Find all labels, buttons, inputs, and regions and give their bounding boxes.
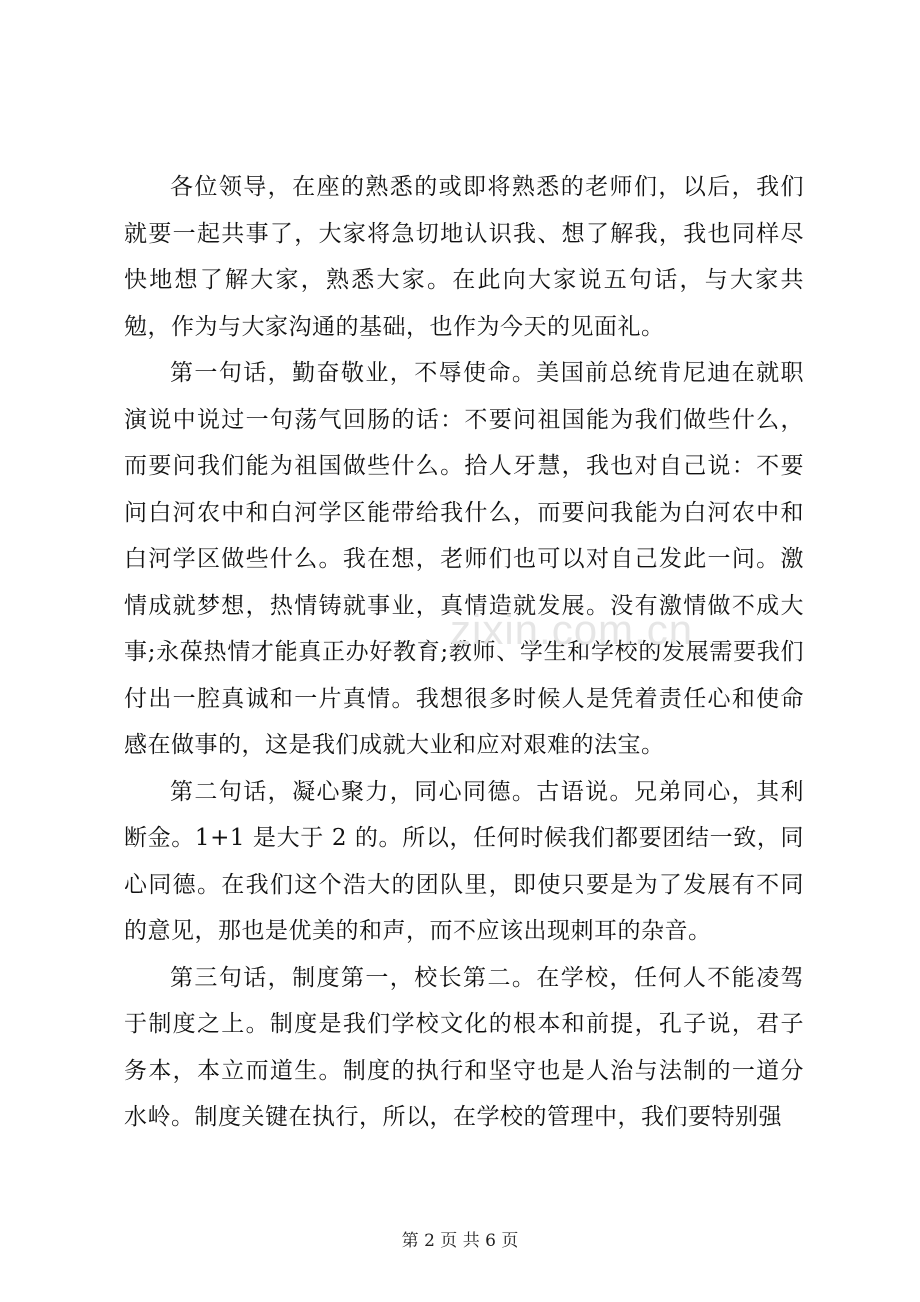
watermark: zixin.com.cn bbox=[450, 606, 694, 653]
paragraph-third-point: 第三句话，制度第一，校长第二。在学校，任何人不能凌驾于制度之上。制度是我们学校文化的根本和前提，孔子说，君子务本，本立而道生。制度的执行和坚守也是人治与法制的一道分水岭。制度关键在执行，所以，在学校的管理中，我们要特别强 bbox=[124, 964, 804, 1130]
paragraph-second-point: 第二句话，凝心聚力，同心同德。古语说。兄弟同心，其利断金。1+1 是大于 2 的。所以，任何时候我们都要团结一致，同心同德。在我们这个浩大的团队里，即使只要是为了发展有不同的意见，那也是优美的和声，而不应该出现刺耳的杂音。 bbox=[124, 778, 804, 944]
paragraph-first-point: 第一句话，勤奋敬业，不辱使命。美国前总统肯尼迪在就职演说中说过一句荡气回肠的话：不要问祖国能为我们做些什么，而要问我们能为祖国做些什么。拾人牙慧，我也对自己说：不要问白河农中和白河学区能带给我什么，而要问我能为白河农中和白河学区做些什么。我在想，老师们也可以对自己发此一问。激情成就梦想，热情铸就事业，真情造就发展。没有激情做不成大事;永葆热情才能真正办好教育;教师、学生和学校的发展需要我们付出一腔真诚和一片真情。我想很多时候人是凭着责任心和使命感在做事的，这是我们成就大业和应对艰难的法宝。 bbox=[124, 360, 804, 758]
document-body bbox=[124, 164, 804, 1141]
paragraph-opening: 各位领导，在座的熟悉的或即将熟悉的老师们，以后，我们就要一起共事了，大家将急切地认识我、想了解我，我也同样尽快地想了解大家，熟悉大家。在此向大家说五句话，与大家共勉，作为与大家沟通的基础，也作为今天的见面礼。 bbox=[124, 174, 804, 340]
page-footer: 第 2 页 共 6 页 bbox=[401, 1231, 519, 1251]
